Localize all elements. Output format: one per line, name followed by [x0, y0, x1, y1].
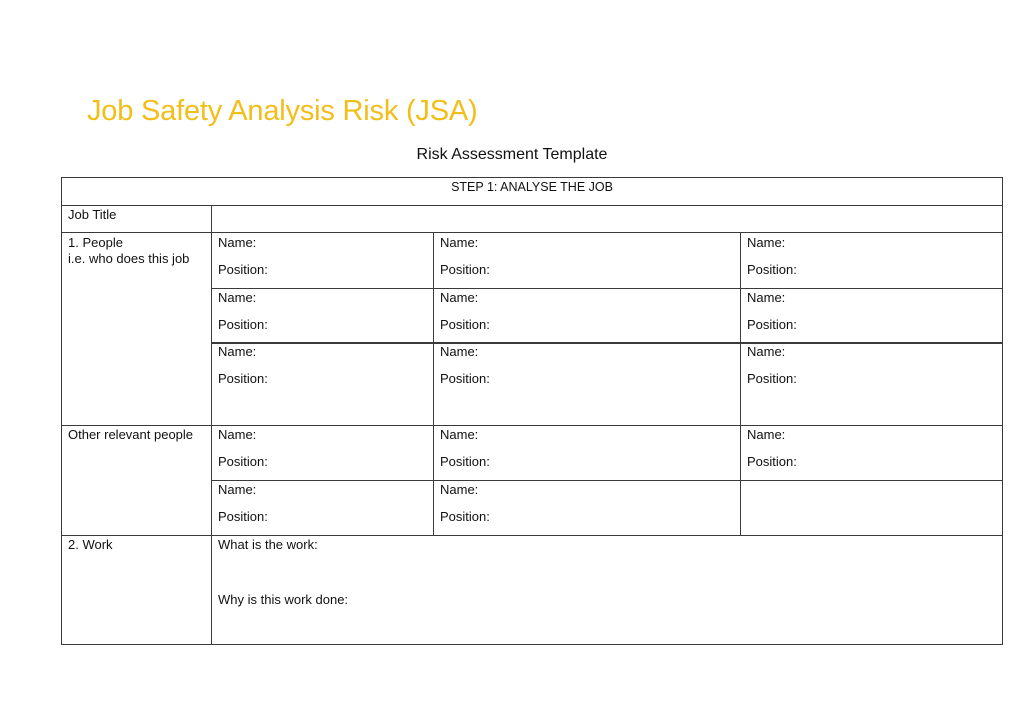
- other-r2-c2-field[interactable]: [434, 481, 740, 535]
- other-r1-c2-field[interactable]: [434, 426, 740, 480]
- position-label: Position:: [218, 317, 268, 332]
- name-label: Name:: [440, 235, 479, 250]
- people-sublabel: i.e. who does this job: [68, 251, 190, 266]
- position-label: Position:: [747, 454, 797, 469]
- people-label: 1. People: [68, 235, 123, 250]
- other-r1-c3-field[interactable]: [741, 426, 1002, 480]
- what-is-work-label: What is the work:: [218, 537, 318, 552]
- position-label: Position:: [440, 509, 490, 524]
- document-subtitle: Risk Assessment Template: [416, 146, 608, 163]
- people-r1-c1-field[interactable]: [213, 233, 433, 288]
- name-label: Name:: [440, 344, 479, 359]
- work-label: 2. Work: [68, 537, 113, 552]
- name-label: Name:: [218, 482, 257, 497]
- why-work-done-label: Why is this work done:: [218, 592, 349, 607]
- name-label: Name:: [747, 290, 786, 305]
- people-r3-c1-field[interactable]: [213, 344, 433, 425]
- position-label: Position:: [747, 262, 797, 277]
- name-label: Name:: [218, 235, 257, 250]
- other-people-label: Other relevant people: [68, 427, 194, 442]
- document-title: Job Safety Analysis Risk (JSA): [87, 95, 478, 127]
- people-r3-c3-field[interactable]: [741, 344, 1002, 425]
- other-r1-c1-field[interactable]: [213, 426, 433, 480]
- people-r2-c3-field[interactable]: [741, 289, 1002, 342]
- other-r2-c1-field[interactable]: [213, 481, 433, 535]
- name-label: Name:: [440, 427, 479, 442]
- step-header: STEP 1: ANALYSE THE JOB: [451, 180, 613, 194]
- position-label: Position:: [440, 454, 490, 469]
- position-label: Position:: [747, 371, 797, 386]
- people-r2-c2-field[interactable]: [434, 289, 740, 342]
- position-label: Position:: [218, 509, 268, 524]
- other-r2-c3-field[interactable]: [741, 481, 1002, 535]
- people-r1-c3-field[interactable]: [741, 233, 1002, 288]
- name-label: Name:: [747, 427, 786, 442]
- people-r1-c2-field[interactable]: [434, 233, 740, 288]
- job-title-field[interactable]: [213, 206, 1002, 232]
- name-label: Name:: [218, 344, 257, 359]
- position-label: Position:: [218, 454, 268, 469]
- position-label: Position:: [440, 371, 490, 386]
- divider: [211, 205, 212, 644]
- name-label: Name:: [440, 482, 479, 497]
- position-label: Position:: [218, 262, 268, 277]
- people-r2-c1-field[interactable]: [213, 289, 433, 342]
- jsa-table: [61, 177, 1003, 645]
- name-label: Name:: [218, 427, 257, 442]
- position-label: Position:: [440, 262, 490, 277]
- work-description-field[interactable]: [213, 536, 1002, 644]
- name-label: Name:: [747, 344, 786, 359]
- position-label: Position:: [747, 317, 797, 332]
- name-label: Name:: [440, 290, 479, 305]
- people-r3-c2-field[interactable]: [434, 344, 740, 425]
- name-label: Name:: [747, 235, 786, 250]
- position-label: Position:: [440, 317, 490, 332]
- job-title-label: Job Title: [68, 207, 117, 222]
- position-label: Position:: [218, 371, 268, 386]
- name-label: Name:: [218, 290, 257, 305]
